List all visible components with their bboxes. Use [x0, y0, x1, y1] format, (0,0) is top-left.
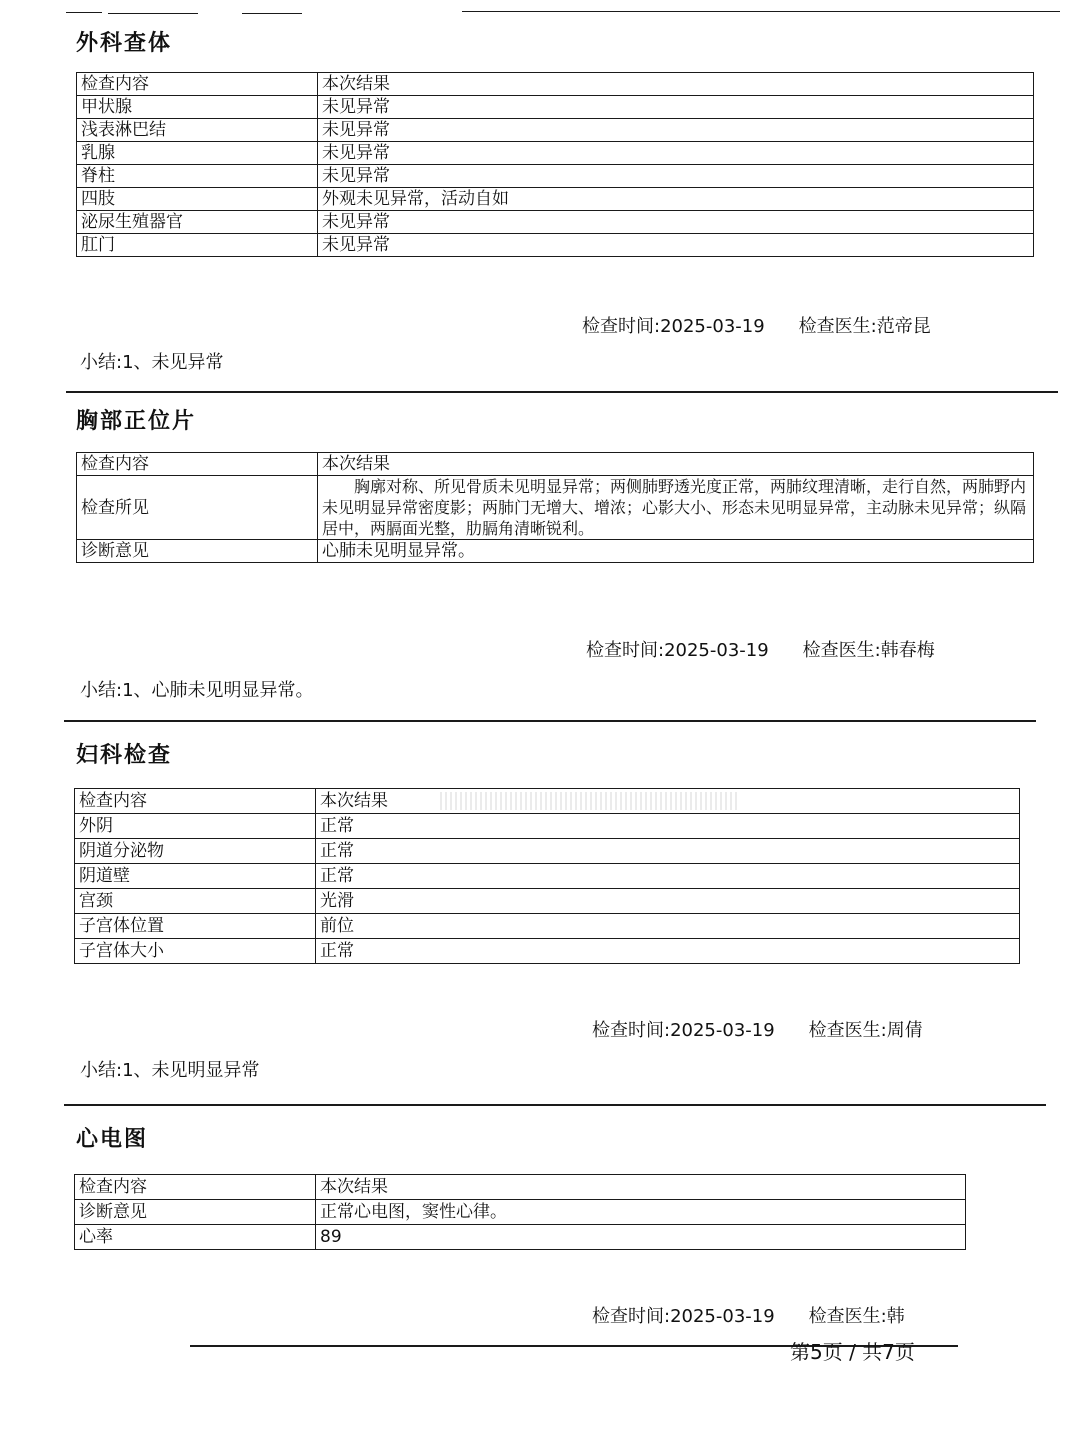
exam-doctor: 检查医生:韩春梅 [802, 640, 935, 661]
table-row [75, 814, 1020, 839]
exam-meta [586, 636, 935, 662]
section-title: 心电图 [76, 1127, 149, 1152]
item-name: 心率 [75, 1225, 316, 1250]
exam-doctor: 检查医生:周倩 [808, 1020, 923, 1041]
table-header-row [75, 1175, 966, 1200]
surgical-exam-table [76, 72, 1034, 257]
item-result: 89 [316, 1225, 966, 1250]
table-row [77, 188, 1034, 211]
section-summary: 小结:1、未见异常 [80, 352, 224, 373]
item-name: 外阴 [75, 814, 316, 839]
item-name: 乳腺 [77, 142, 318, 165]
item-result: 正常 [316, 939, 1020, 964]
exam-time: 检查时间:2025-03-19 [586, 640, 769, 661]
header-cell: 本次结果 [318, 453, 1034, 476]
section-title: 外科查体 [76, 31, 173, 56]
exam-time: 检查时间:2025-03-19 [592, 1020, 775, 1041]
table-row [77, 540, 1034, 563]
header-cell: 检查内容 [77, 453, 318, 476]
table-row [75, 1200, 966, 1225]
table-row [77, 211, 1034, 234]
table-row [77, 234, 1034, 257]
page-number: 第5页 / 共7页 [790, 1340, 915, 1364]
item-name: 阴道壁 [75, 864, 316, 889]
table-row [77, 142, 1034, 165]
item-result: 未见异常 [318, 211, 1034, 234]
item-name: 浅表淋巴结 [77, 119, 318, 142]
exam-doctor: 检查医生:范帝昆 [798, 316, 931, 337]
item-result: 未见异常 [318, 165, 1034, 188]
exam-time: 检查时间:2025-03-19 [592, 1306, 775, 1327]
table-row [75, 939, 1020, 964]
item-name: 检查所见 [77, 476, 318, 540]
section-title: 妇科检查 [76, 743, 173, 768]
section-title: 胸部正位片 [76, 409, 197, 434]
table-row [77, 119, 1034, 142]
header-cell: 检查内容 [75, 1175, 316, 1200]
item-name: 阴道分泌物 [75, 839, 316, 864]
table-row [75, 914, 1020, 939]
divider [66, 12, 102, 13]
item-name: 子宫体大小 [75, 939, 316, 964]
section-summary: 小结:1、未见明显异常 [80, 1060, 260, 1081]
item-name: 诊断意见 [77, 540, 318, 563]
gynecology-table [74, 788, 1020, 964]
item-result: 正常心电图，窦性心律。 [316, 1200, 966, 1225]
scan-smudge [440, 792, 740, 810]
item-result: 外观未见异常，活动自如 [318, 188, 1034, 211]
table-row [77, 96, 1034, 119]
section-divider [64, 720, 1036, 722]
item-result: 心肺未见明显异常。 [318, 540, 1034, 563]
exam-time: 检查时间:2025-03-19 [582, 316, 765, 337]
item-name: 四肢 [77, 188, 318, 211]
header-cell: 本次结果 [318, 73, 1034, 96]
item-result: 光滑 [316, 889, 1020, 914]
table-row [75, 889, 1020, 914]
item-result: 未见异常 [318, 142, 1034, 165]
chest-xray-table [76, 452, 1034, 563]
table-row [75, 864, 1020, 889]
header-cell: 检查内容 [75, 789, 316, 814]
item-result: 正常 [316, 814, 1020, 839]
header-cell: 检查内容 [77, 73, 318, 96]
section-summary: 小结:1、心肺未见明显异常。 [80, 680, 314, 701]
item-name: 肛门 [77, 234, 318, 257]
item-result: 未见异常 [318, 119, 1034, 142]
item-name: 脊柱 [77, 165, 318, 188]
header-cell: 本次结果 [316, 789, 1020, 814]
divider [462, 11, 1060, 12]
header-cell: 本次结果 [316, 1175, 966, 1200]
item-result: 前位 [316, 914, 1020, 939]
item-result: 未见异常 [318, 96, 1034, 119]
exam-meta [592, 1302, 958, 1328]
item-name: 子宫体位置 [75, 914, 316, 939]
divider [242, 13, 302, 14]
table-row [77, 476, 1034, 540]
section-divider [66, 391, 1058, 393]
table-row [75, 839, 1020, 864]
item-result: 正常 [316, 864, 1020, 889]
item-name: 诊断意见 [75, 1200, 316, 1225]
item-name: 甲状腺 [77, 96, 318, 119]
item-result: 正常 [316, 839, 1020, 864]
table-row [77, 165, 1034, 188]
table-row [75, 1225, 966, 1250]
item-result: 未见异常 [318, 234, 1034, 257]
table-header-row [77, 73, 1034, 96]
exam-meta [582, 312, 931, 338]
table-header-row [77, 453, 1034, 476]
item-result: 胸廓对称、所见骨质未见明显异常；两侧肺野透光度正常，两肺纹理清晰，走行自然，两肺野内未见明显异常密度影；两肺门无增大、增浓；心影大小、形态未见明显异常，主动脉未见异常；纵隔居中，两膈面光整，肋膈角清晰锐利。 [318, 476, 1034, 540]
item-name: 泌尿生殖器官 [77, 211, 318, 234]
exam-meta [592, 1016, 923, 1042]
section-divider [64, 1104, 1046, 1106]
item-name: 宫颈 [75, 889, 316, 914]
divider [108, 13, 198, 14]
ecg-table [74, 1174, 966, 1250]
exam-doctor: 检查医生:韩 [808, 1306, 905, 1327]
